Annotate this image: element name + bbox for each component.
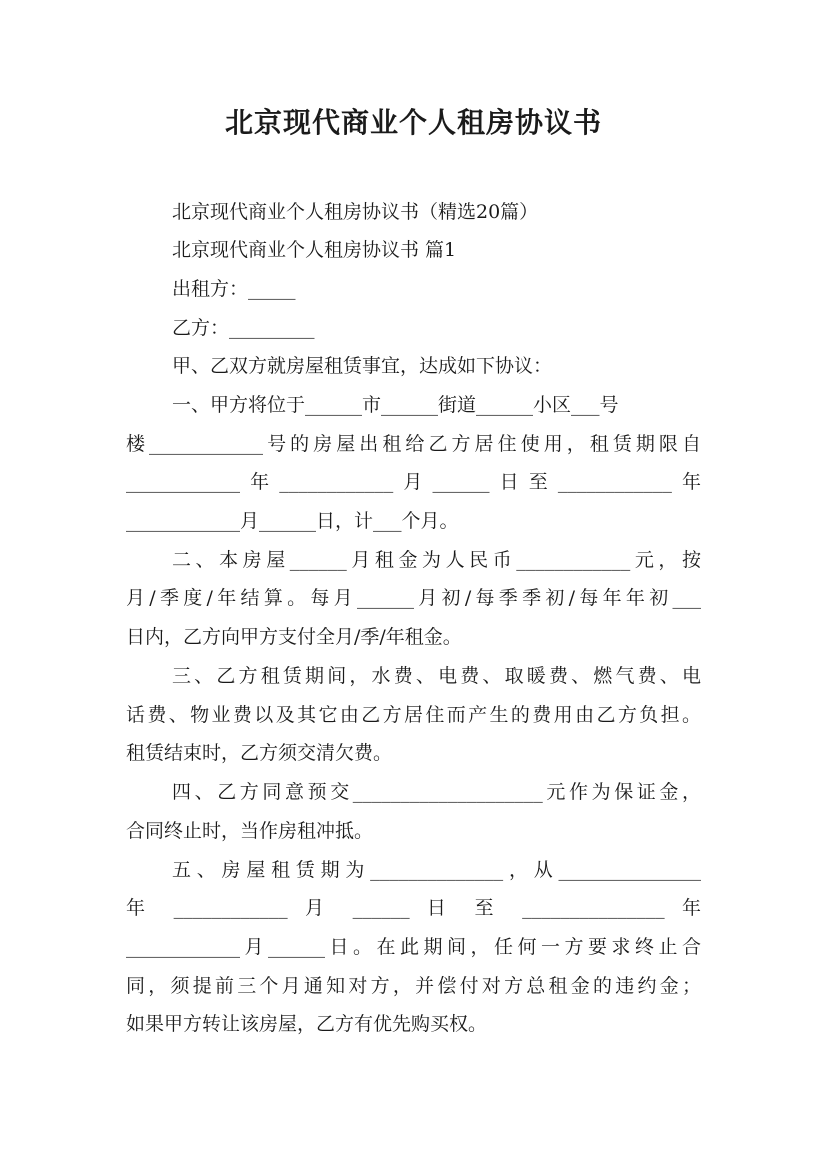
clause-2-line-2: 月/季度/年结算。每月______月初/每季季初/每年年初___ [126,587,701,609]
lessor-line: 出租方：_____ [172,278,296,300]
section-heading: 北京现代商业个人租房协议书 篇1 [172,239,457,261]
clause-5-line-3: ____________月______日。在此期间，任何一方要求终止合 [126,936,701,958]
clause-1-line-4: ____________月______日，计___个月。 [126,510,459,532]
subtitle-line: 北京现代商业个人租房协议书（精选20篇） [172,201,539,223]
agreement-intro: 甲、乙双方就房屋租赁事宜，达成如下协议： [172,355,553,377]
clause-3-line-1: 三、乙方租赁期间，水费、电费、取暖费、燃气费、电 [172,665,701,687]
clause-4-line-1: 四、乙方同意预交____________________元作为保证金， [172,781,701,803]
document-title: 北京现代商业个人租房协议书 [224,106,602,139]
clause-3-line-2: 话费、物业费以及其它由乙方居住而产生的费用由乙方负担。 [126,704,701,726]
clause-1-line-3: ____________年____________月______日至____________年 [126,471,701,493]
clause-1-line-2: 楼____________号的房屋出租给乙方居住使用，租赁期限自 [126,433,701,455]
clause-5-line-4: 同，须提前三个月通知对方，并偿付对方总租金的违约金； [126,975,701,997]
clause-5-line-2: 年 ____________ 月 ______ 日 至 _______________ 年 [126,897,701,919]
clause-3-line-3: 租赁结束时，乙方须交清欠费。 [126,742,393,764]
clause-1-line-1: 一、甲方将位于______市______街道______小区___号 [172,394,619,416]
clause-5-line-1: 五、房屋租赁期为______________，从_______________ [172,859,701,881]
clause-2-line-3: 日内，乙方向甲方支付全月/季/年租金。 [126,626,462,648]
clause-5-line-5: 如果甲方转让该房屋，乙方有优先购买权。 [126,1013,488,1035]
lessee-line: 乙方：_________ [172,317,315,339]
clause-2-line-1: 二、本房屋______月租金为人民币____________元，按 [172,549,701,571]
clause-4-line-2: 合同终止时，当作房租冲抵。 [126,820,374,842]
